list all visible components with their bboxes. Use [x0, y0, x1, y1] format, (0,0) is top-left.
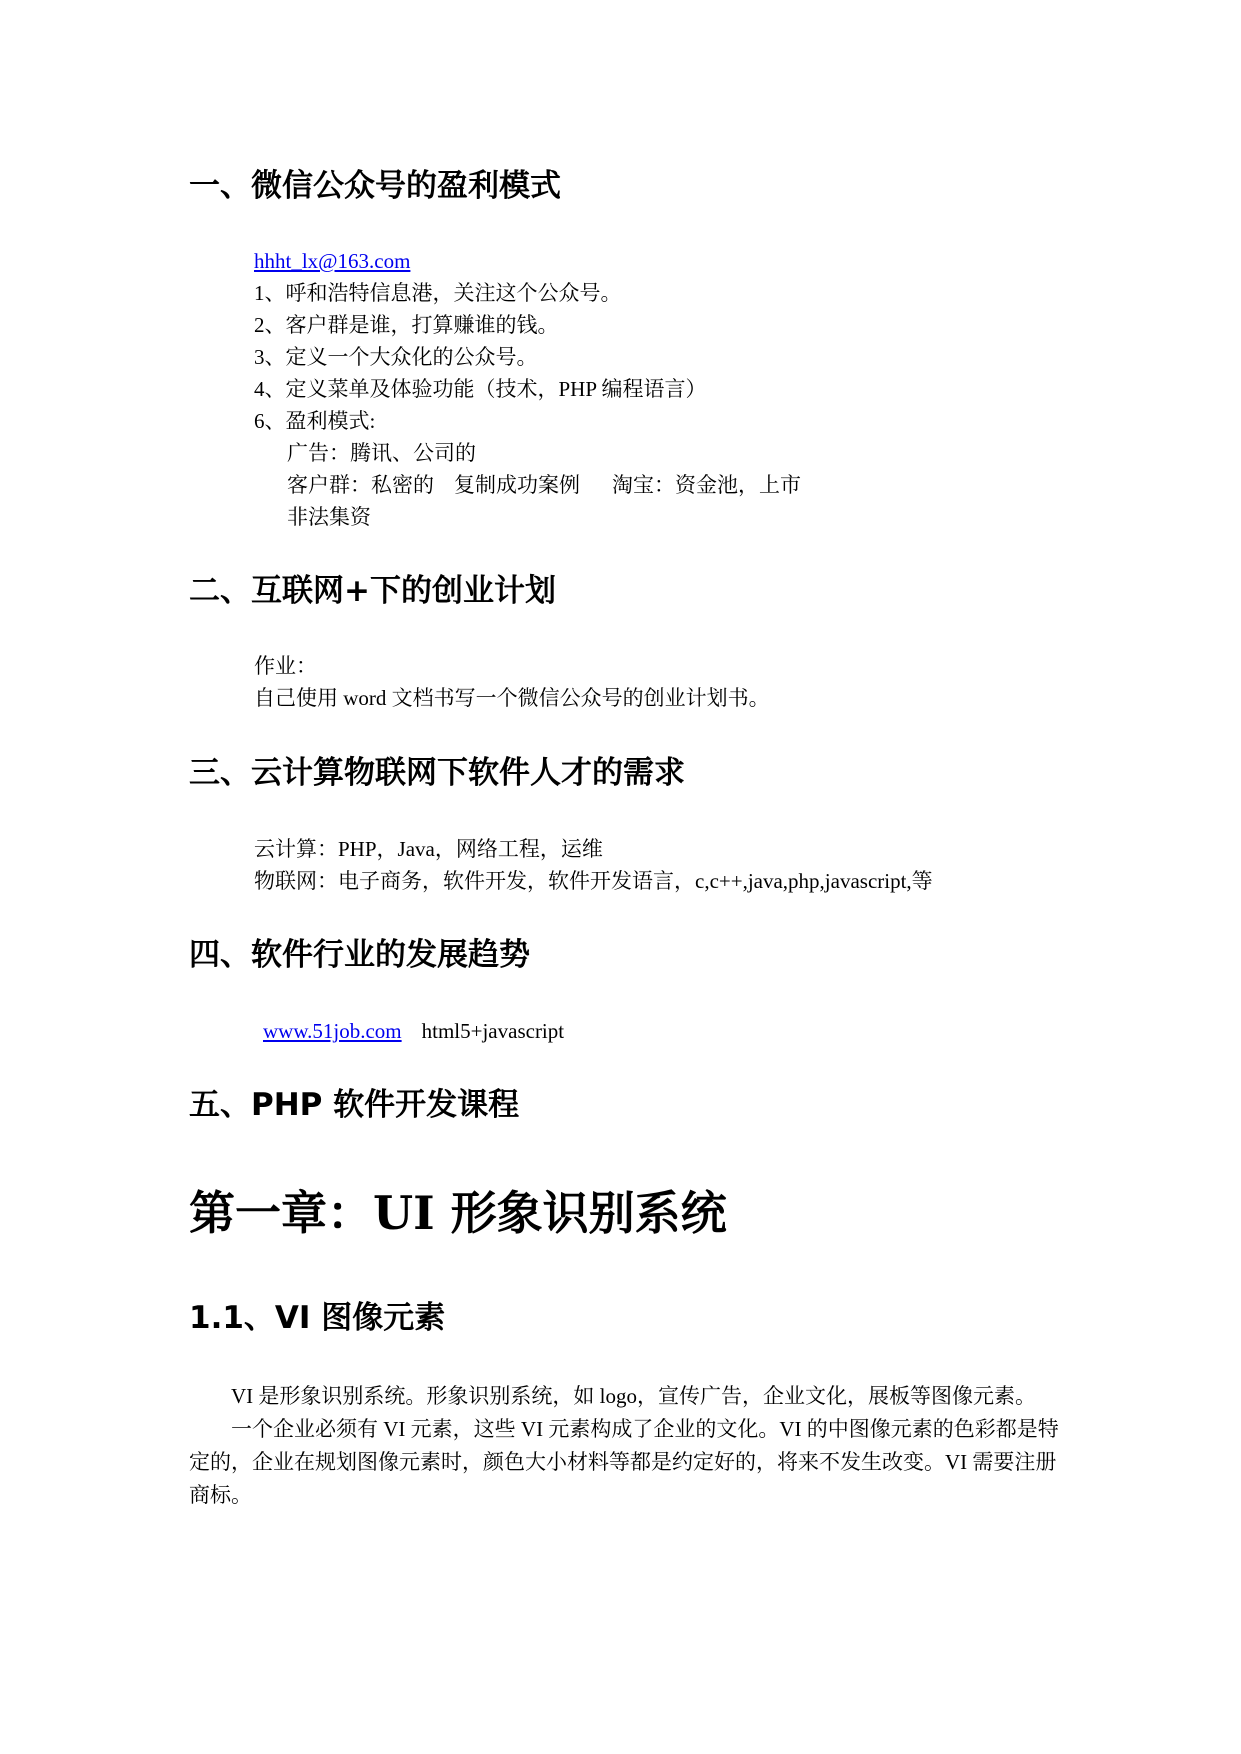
section-heading-4: 四、软件行业的发展趋势 — [189, 937, 530, 973]
section-heading-1: 一、微信公众号的盈利模式 — [189, 168, 561, 204]
paragraph: 一个企业必须有 VI 元素，这些 VI 元素构成了企业的文化。VI 的中图像元素的色彩都是特定的，企业在规划图像元素时，颜色大小材料等都是约定好的，将来不发生改变。VI 需要注册商标。 — [189, 1417, 1059, 1507]
chapter-title: 第一章：UI 形象识别系统 — [189, 1186, 727, 1240]
iot-text: 物联网：电子商务，软件开发，软件开发语言，c,c++,java,php,javascript,等 — [254, 869, 933, 893]
section-heading-2: 二、互联网+下的创业计划 — [189, 573, 556, 609]
tech-text: html5+javascript — [421, 1019, 565, 1043]
list-item: 6、盈利模式: — [254, 409, 376, 433]
list-item: 4、定义菜单及体验功能（技术，PHP 编程语言） — [254, 377, 707, 401]
homework-text: 自己使用 word 文档书写一个微信公众号的创业计划书。 — [254, 686, 770, 710]
homework-label: 作业： — [254, 654, 317, 678]
clients-text-c: 淘宝：资金池，上市 — [612, 473, 801, 497]
list-item: 3、定义一个大众化的公众号。 — [254, 345, 538, 369]
paragraph: VI 是形象识别系统。形象识别系统，如 logo，宣传广告，企业文化，展板等图像元素。 — [231, 1384, 1036, 1408]
list-item: 2、客户群是谁，打算赚谁的钱。 — [254, 313, 559, 337]
sub-item-illegal: 非法集资 — [287, 505, 371, 529]
email-link[interactable]: hhht_lx@163.com — [254, 249, 411, 273]
clients-text-b: 复制成功案例 — [454, 473, 580, 497]
list-item: 1、呼和浩特信息港，关注这个公众号。 — [254, 281, 622, 305]
section-heading-5: 五、PHP 软件开发课程 — [189, 1087, 520, 1123]
clients-text-a: 客户群：私密的 — [287, 473, 434, 497]
cloud-text: 云计算：PHP，Java，网络工程，运维 — [254, 837, 603, 861]
job-site-link[interactable]: www.51job.com — [263, 1019, 402, 1043]
section-heading-3: 三、云计算物联网下软件人才的需求 — [189, 755, 685, 791]
subsection-heading: 1.1、VI 图像元素 — [189, 1300, 446, 1336]
trend-line — [263, 1016, 564, 1046]
sub-item-clients — [287, 470, 801, 500]
sub-item-ads: 广告：腾讯、公司的 — [287, 441, 476, 465]
